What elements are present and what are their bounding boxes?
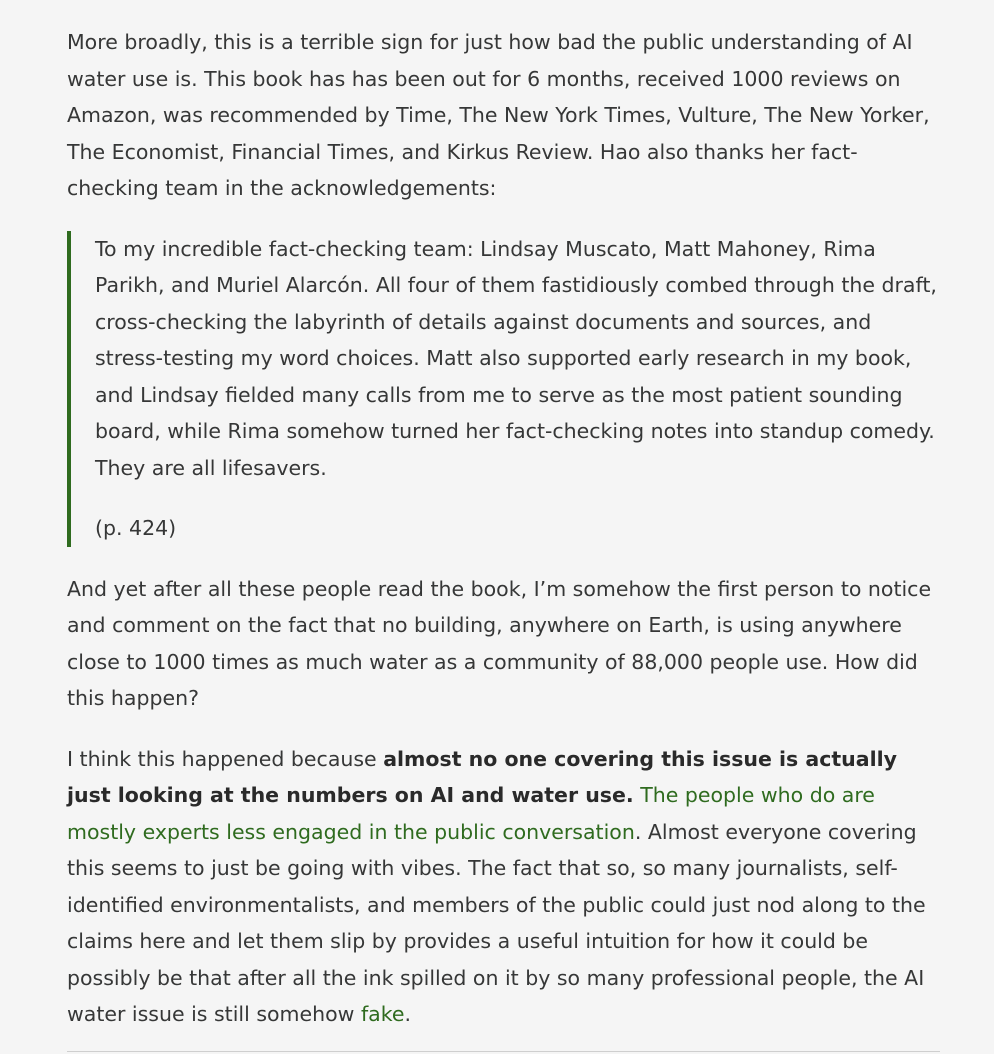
conclusion-middle: . Almost everyone covering this seems to just be going with vibes. The fact that so, so many journalists, self-identified environmentalists, and members of the public could just nod along to the claims here and let them slip by provides a useful intuition for how it could be possibly be that after all the ink spilled on it by so many professional people, the AI water issue is still somehow (67, 819, 926, 1026)
divider (67, 1051, 940, 1052)
conclusion-bold-claim: almost no one covering this issue is actually just looking at the numbers on AI and water use. (67, 746, 898, 807)
experts-link[interactable]: The people who do are mostly experts less engaged in the public conversation (67, 783, 875, 844)
blockquote (67, 231, 940, 547)
paragraph-question: And yet after all these people read the book, I’m somehow the first person to notice and comment on the fact that no building, anywhere on Earth, is using anywhere close to 1000 times as much water as a community of 88,000 people use. How did this happen? (67, 576, 932, 710)
paragraph-conclusion (67, 741, 940, 1033)
quote-text: To my incredible fact-checking team: Lindsay Muscato, Matt Mahoney, Rima Parikh, and Muriel Alarcón. All four of them fastidiously combed through the draft, cross-checking the labyrinth of details against documents and sources, and stress-testing my word choices. Matt also supported early research in my book, and Lindsay fielded many calls from me to serve as the most patient sounding board, while Rima somehow turned her fact-checking notes into standup comedy. They are all lifesavers. (95, 236, 937, 480)
fake-link[interactable]: fake (360, 1002, 405, 1026)
conclusion-end: . (404, 1002, 412, 1026)
conclusion-lead: I think this happened because (67, 746, 384, 771)
paragraph-intro: More broadly, this is a terrible sign for just how bad the public understanding of AI water use is. This book has has been out for 6 months, received 1000 reviews on Amazon, was recommended by Time, The New York Times, Vulture, The New Yorker, The Economist, Financial Times, and Kirkus Review. Hao also thanks her fact-checking team in the acknowledgements: (67, 30, 930, 200)
quote-citation: (p. 424) (95, 516, 177, 540)
